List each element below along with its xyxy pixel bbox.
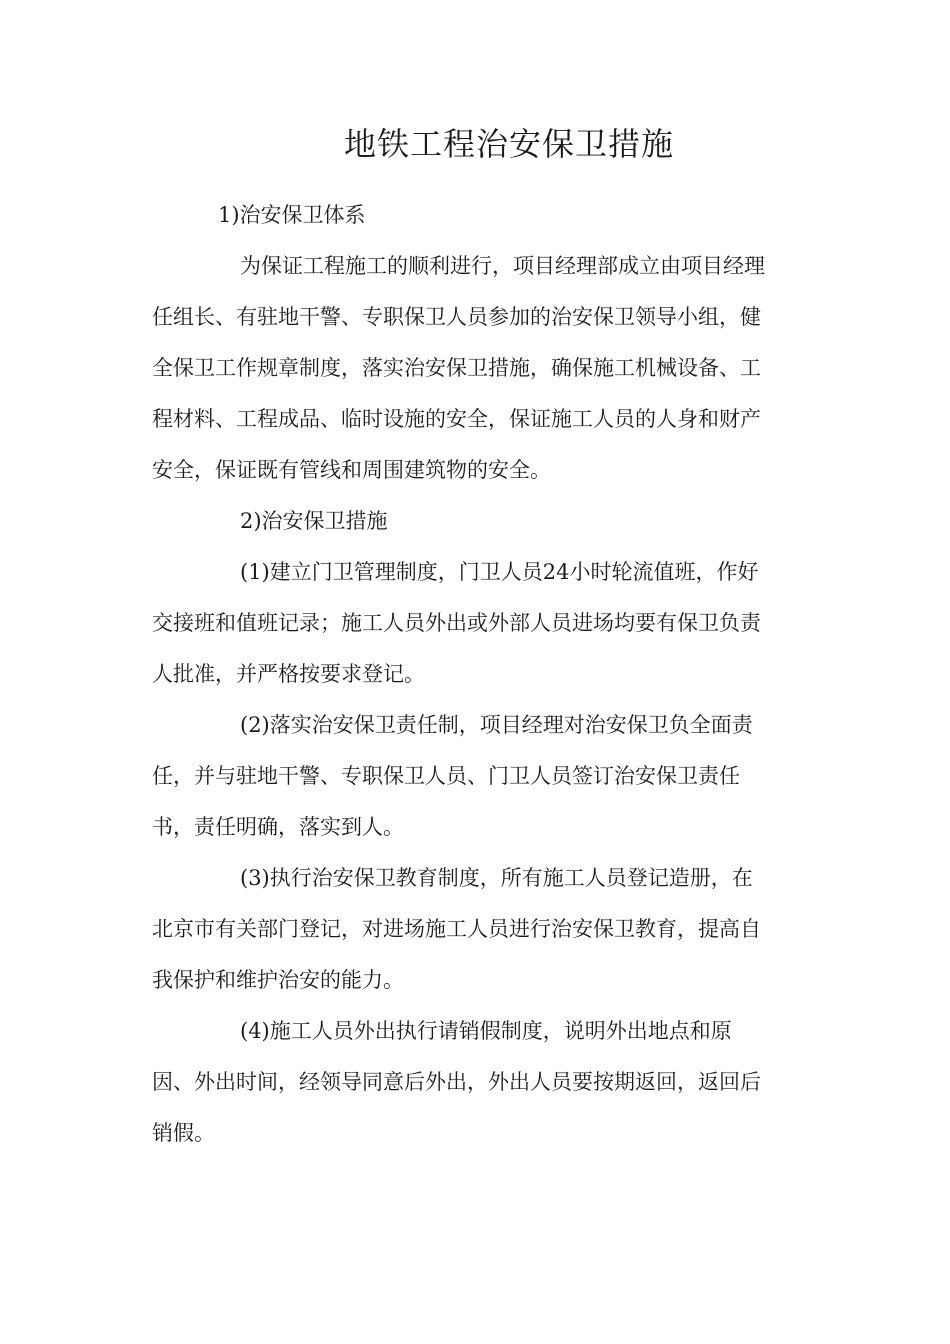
- item-1-line-3: 人批准，并严格按要求登记。: [152, 662, 425, 686]
- paragraph-1-line-4: 程材料、工程成品、临时设施的安全，保证施工人员的人身和财产: [152, 407, 761, 431]
- document-body: [152, 190, 802, 1159]
- item-2-line-3: 书，责任明确，落实到人。: [152, 815, 404, 839]
- paragraph-1-line-1: 为保证工程施工的顺利进行，项目经理部成立由项目经理: [240, 254, 765, 278]
- item-4-line-1: (4)施工人员外出执行请销假制度，说明外出地点和原: [240, 1019, 732, 1043]
- paragraph-1-line-2: 任组长、有驻地干警、专职保卫人员参加的治安保卫领导小组，健: [152, 305, 761, 329]
- item-1-line-1: (1)建立门卫管理制度，门卫人员24小时轮流值班，作好: [240, 560, 759, 584]
- item-3-line-3: 我保护和维护治安的能力。: [152, 968, 404, 992]
- item-2-line-1: (2)落实治安保卫责任制，项目经理对治安保卫负全面责: [240, 713, 753, 737]
- paragraph-1-line-3: 全保卫工作规章制度，落实治安保卫措施，确保施工机械设备、工: [152, 356, 761, 380]
- section-heading-2: 2)治安保卫措施: [240, 509, 388, 533]
- item-4-line-2: 因、外出时间，经领导同意后外出，外出人员要按期返回，返回后: [152, 1070, 761, 1094]
- document-title: 地铁工程治安保卫措施: [343, 125, 674, 163]
- item-3-line-1: (3)执行治安保卫教育制度，所有施工人员登记造册，在: [240, 866, 753, 890]
- paragraph-1-line-5: 安全，保证既有管线和周围建筑物的安全。: [152, 458, 551, 482]
- item-4-line-3: 销假。: [152, 1121, 215, 1145]
- section-heading-1: 1)治安保卫体系: [218, 203, 366, 227]
- item-1-line-2: 交接班和值班记录；施工人员外出或外部人员进场均要有保卫负责: [152, 611, 761, 635]
- item-3-line-2: 北京市有关部门登记，对进场施工人员进行治安保卫教育，提高自: [152, 917, 761, 941]
- item-2-line-2: 任，并与驻地干警、专职保卫人员、门卫人员签订治安保卫责任: [152, 764, 740, 788]
